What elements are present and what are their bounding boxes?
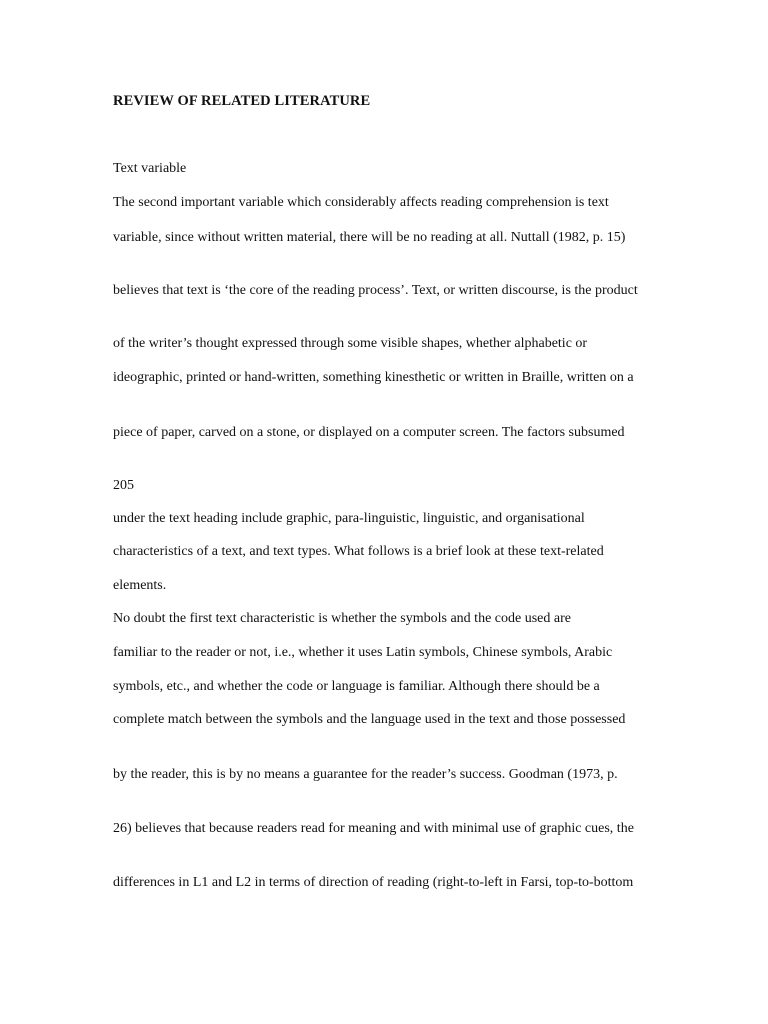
- paragraph-line: of the writer’s thought expressed through some visible shapes, whether alphabetic or: [113, 336, 588, 351]
- paragraph-line: familiar to the reader or not, i.e., whether it uses Latin symbols, Chinese symbols, Arabic: [113, 645, 613, 660]
- paragraph-line: by the reader, this is by no means a guarantee for the reader’s success. Goodman (1973, p.: [113, 767, 618, 782]
- paragraph-line: under the text heading include graphic, para-linguistic, linguistic, and organisational: [113, 511, 585, 526]
- paragraph-line: No doubt the first text characteristic is whether the symbols and the code used are: [113, 611, 571, 626]
- paragraph-line: variable, since without written material, there will be no reading at all. Nuttall (1982, p. 15): [113, 230, 626, 245]
- subheading-text-variable: Text variable: [113, 161, 187, 176]
- paragraph-line: differences in L1 and L2 in terms of direction of reading (right-to-left in Farsi, top-to-bottom: [113, 875, 634, 890]
- paragraph-line: piece of paper, carved on a stone, or displayed on a computer screen. The factors subsumed: [113, 425, 625, 440]
- page-number: 205: [113, 478, 134, 493]
- paragraph-line: 26) believes that because readers read for meaning and with minimal use of graphic cues, the: [113, 821, 634, 836]
- paragraph-line: characteristics of a text, and text types. What follows is a brief look at these text-related: [113, 544, 604, 559]
- paragraph-line: complete match between the symbols and the language used in the text and those possessed: [113, 712, 626, 727]
- paragraph-line: ideographic, printed or hand-written, something kinesthetic or written in Braille, written on a: [113, 370, 634, 385]
- paragraph-line: elements.: [113, 578, 167, 593]
- document-page: [113, 0, 661, 1024]
- paragraph-line: symbols, etc., and whether the code or language is familiar. Although there should be a: [113, 679, 600, 694]
- paragraph-line: believes that text is ‘the core of the reading process’. Text, or written discourse, is the product: [113, 283, 638, 298]
- section-heading: REVIEW OF RELATED LITERATURE: [113, 93, 371, 109]
- paragraph-line: The second important variable which considerably affects reading comprehension is text: [113, 195, 609, 210]
